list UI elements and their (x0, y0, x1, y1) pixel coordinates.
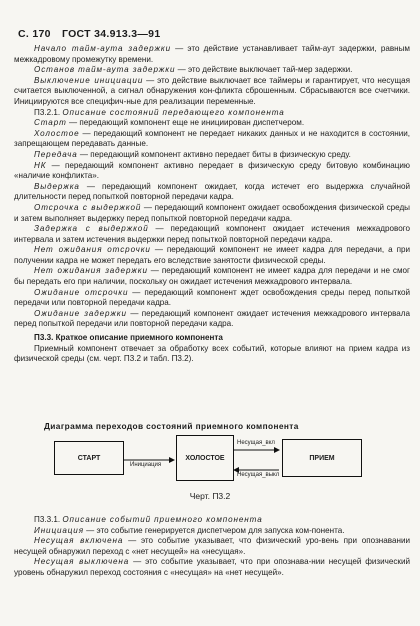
definition: — передающий компонент активно передает в физическую среду битовую комбинацию «наличие конфликта». (14, 160, 410, 181)
term: Передача (34, 149, 78, 159)
definition: — передающий компонент ожидает истечения межкадрового интервала и затем истечения выдержки перед попыткой повторной передачи кадра. (14, 224, 411, 244)
definition: — передающий компонент ожидает, когда истечет его выдержка случайной длительности перед попыткой повторной передачи кадра. (14, 181, 410, 202)
term: Несущая выключена (34, 557, 130, 567)
transition-label: Инициация (130, 462, 162, 468)
definition: — передающий компонент ожидает освобождения физической среды и затем выполняет выдержку перед попыткой повторной передачи кадра. (14, 202, 410, 223)
definition: — передающий компонент ожидает истечения межкадрового интервала перед попыткой передачи или повторной передачи кадра. (14, 308, 411, 329)
state-idle-box (176, 435, 234, 481)
definition: — это событие генерируется диспетчером для запуска ком-понента. (83, 525, 345, 535)
section-number: П3.3.1. (34, 515, 61, 524)
state-start-label: СТАРТ (77, 454, 101, 462)
paragraph (14, 224, 410, 245)
term: Старт (34, 118, 67, 128)
state-receive-box (282, 439, 362, 477)
term: Начало тайм-аута задержки (34, 44, 172, 53)
paragraph (14, 309, 410, 330)
state-idle-label: ХОЛОСТОЕ (185, 454, 225, 462)
state-receive-label: ПРИЕМ (309, 454, 335, 462)
definition: — передающий компонент не передает никаких данных и не находится в состоянии, запрещающем передавать данные. (14, 128, 410, 149)
standard-id: ГОСТ 34.913.3—91 (61, 28, 161, 40)
term: Выключение инициации (34, 75, 144, 85)
figure-caption: Черт. П3.2 (189, 491, 231, 501)
state-diagram (54, 433, 384, 483)
paragraph (14, 118, 410, 129)
transition-label: Несущая_вкл (237, 440, 275, 446)
paragraph (14, 557, 410, 578)
paragraph (14, 76, 410, 108)
definition: — передающий компонент еще не инициирован диспетчером. (66, 118, 305, 128)
term: Холостое (34, 128, 80, 138)
definition: — это действие устанавливает тайм-аут задержки, равным межкадровому промежутку времени. (14, 44, 410, 64)
section-number: П3.2.1. (34, 107, 61, 117)
term: Несущая включена (34, 536, 124, 546)
transition-label: Несущая_выкл (237, 472, 280, 478)
paragraph (14, 44, 410, 65)
paragraph (14, 288, 410, 309)
state-start-box (54, 441, 124, 475)
paragraph (14, 203, 410, 224)
main-text-block-2 (14, 515, 410, 579)
term: НК (34, 160, 47, 170)
definition: — это действие выключает тай-мер задержки. (175, 65, 353, 75)
section-title: Описание состояний передающего компонента (62, 107, 285, 117)
section-heading: П3.3. Краткое описание приемного компонента (34, 333, 223, 343)
definition: — передающий компонент ждет освобождения среды перед попыткой передачи или повторной передачи кадра. (14, 287, 410, 308)
paragraph (14, 526, 410, 537)
paragraph: Приемный компонент отвечает за обработку всех событий, которые влияют на прием кадра из физической среды (см. черт. П3.2 и табл. П3.2). (14, 343, 410, 364)
definition: — это действие выключает все таймеры и гарантирует, что несущая считается выключенной, а сигнал обнаружения кон-фликта сброшенным. Сбрасываются все счетчики. Инициируются все специфич-ные для реализации переменные. (14, 75, 410, 106)
definition: — это событие указывает, что физический уро-вень при опознавании несущей обнаружил переход с «нет несущей» на «несущая». (14, 536, 410, 556)
diagram-title: Диаграмма переходов состояний приемного компонента (44, 421, 299, 431)
paragraph (14, 536, 410, 557)
term: Выдержка (34, 181, 80, 191)
paragraph (14, 182, 410, 203)
paragraph (14, 245, 410, 266)
term: Нет ожидания задержки (34, 266, 148, 276)
term: Останов тайм-аута задержки (34, 65, 176, 75)
term: Инициация (34, 525, 84, 535)
term: Нет ожидания отсрочки (34, 245, 151, 255)
term: Отсрочка с выдержкой (34, 202, 142, 212)
section-heading (14, 515, 410, 526)
definition: — передающий компонент не имеет кадра для передачи, а при получении кадра не может передать его вследствие занятости физической среды. (14, 245, 410, 265)
term: Ожидание отсрочки (34, 287, 129, 297)
term: Задержка с выдержкой (34, 224, 149, 234)
page-number: С. 170 (18, 28, 51, 40)
paragraph (14, 129, 410, 150)
paragraph (14, 266, 410, 287)
term: Ожидание задержки (34, 308, 127, 318)
paragraph (14, 150, 410, 161)
definition: — передающий компонент активно передает биты в физическую среду. (77, 149, 351, 159)
definition: — передающий компонент не имеет кадра для передачи и не смог бы передать его при наличии, поскольку он ожидает истечения межкадрового интервала. (14, 266, 410, 287)
definition: — это событие указывает, что при опознава-нии несущей физический уровень обнаружил переход состояния с «несущая» на «нет несущей». (14, 557, 411, 577)
paragraph (14, 161, 410, 182)
section-heading (14, 108, 410, 119)
page-header (18, 28, 168, 40)
paragraph (14, 65, 410, 76)
section-title: Описание событий приемного компонента (62, 515, 263, 524)
main-text-block (14, 44, 410, 365)
